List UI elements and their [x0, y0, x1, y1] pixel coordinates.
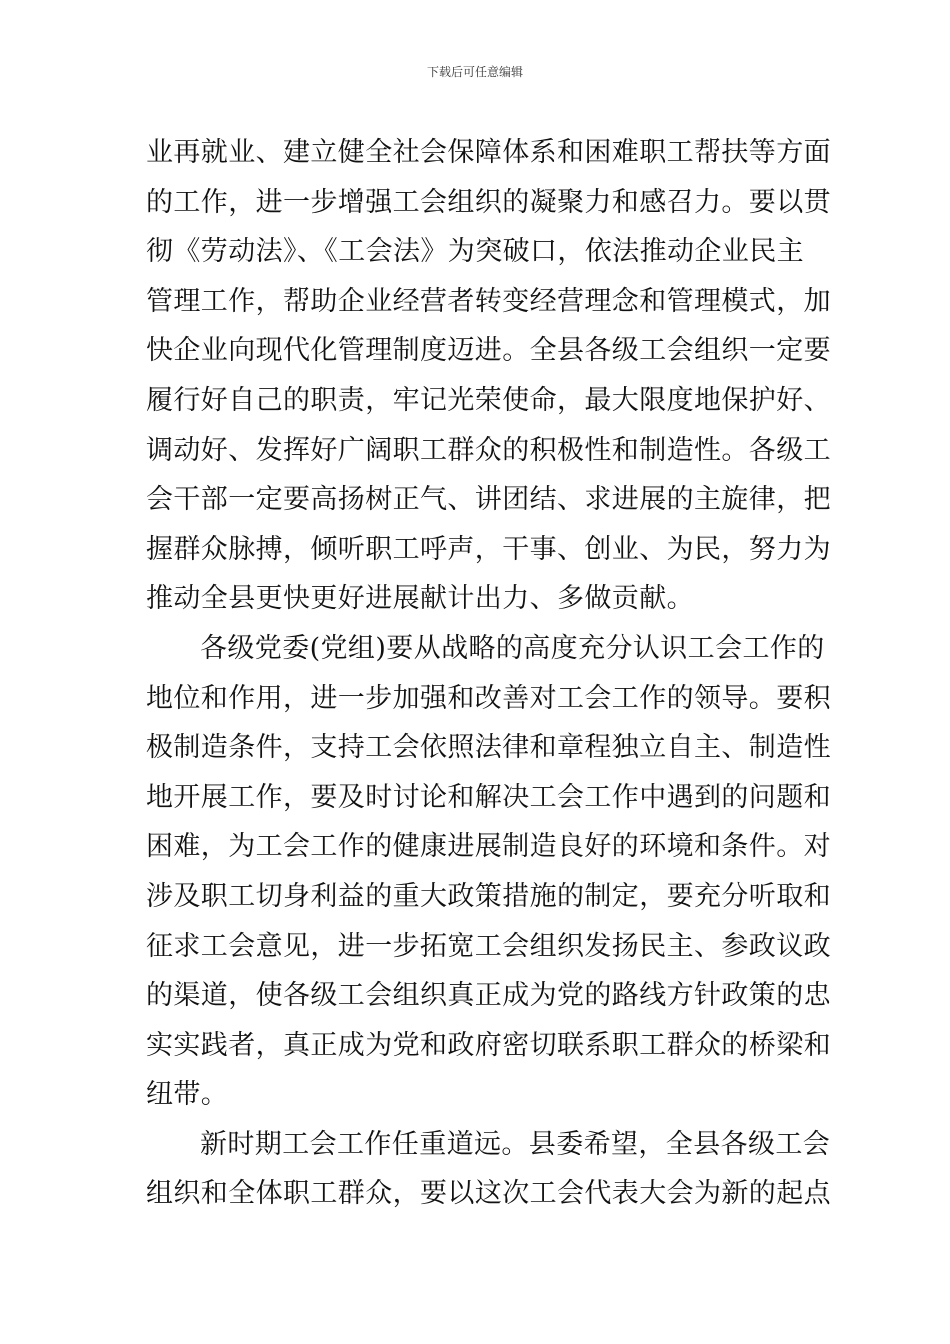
text-line: 实实践者，真正成为党和政府密切联系职工群众的桥梁和	[146, 1029, 831, 1061]
text-line: 推动全县更快更好进展献计出力、多做贡献。	[146, 583, 694, 615]
text-line: 各级党委(党组)要从战略的高度充分认识工会工作的	[200, 632, 825, 664]
text-line: 极制造条件，支持工会依照法律和章程独立自主、制造性	[146, 732, 831, 764]
text-line: 调动好、发挥好广阔职工群众的积极性和制造性。各级工	[146, 434, 831, 466]
text-line: 涉及职工切身利益的重大政策措施的制定，要充分听取和	[146, 880, 831, 912]
text-line: 会干部一定要高扬树正气、讲团结、求进展的主旋律，把	[146, 484, 831, 516]
text-line: 握群众脉搏，倾听职工呼声，干事、创业、为民，努力为	[146, 533, 831, 565]
page-header-note: 下载后可任意编辑	[426, 65, 523, 79]
text-line: 地位和作用，进一步加强和改善对工会工作的领导。要积	[146, 682, 831, 714]
text-line: 困难，为工会工作的健康进展制造良好的环境和条件。对	[146, 831, 831, 863]
text-line: 纽带。	[146, 1079, 229, 1111]
text-line: 征求工会意见，进一步拓宽工会组织发扬民主、参政议政	[146, 930, 831, 962]
text-line: 组织和全体职工群众，要以这次工会代表大会为新的起点	[146, 1178, 831, 1210]
text-line: 新时期工会工作任重道远。县委希望，全县各级工会	[200, 1128, 831, 1160]
text-line: 的渠道，使各级工会组织真正成为党的路线方针政策的忠	[146, 980, 831, 1012]
text-line: 快企业向现代化管理制度迈进。全县各级工会组织一定要	[146, 335, 831, 367]
text-line: 的工作，进一步增强工会组织的凝聚力和感召力。要以贯	[146, 186, 831, 218]
text-line: 地开展工作，要及时讨论和解决工会工作中遇到的问题和	[146, 781, 831, 813]
document-body	[146, 128, 831, 1219]
text-line: 业再就业、建立健全社会保障体系和困难职工帮扶等方面	[146, 137, 831, 168]
text-line: 彻《劳动法》、《工会法》为突破口，依法推动企业民主	[146, 236, 804, 268]
text-line: 管理工作，帮助企业经营者转变经营理念和管理模式，加	[146, 285, 831, 317]
text-line: 履行好自己的职责，牢记光荣使命，最大限度地保护好、	[146, 384, 831, 416]
